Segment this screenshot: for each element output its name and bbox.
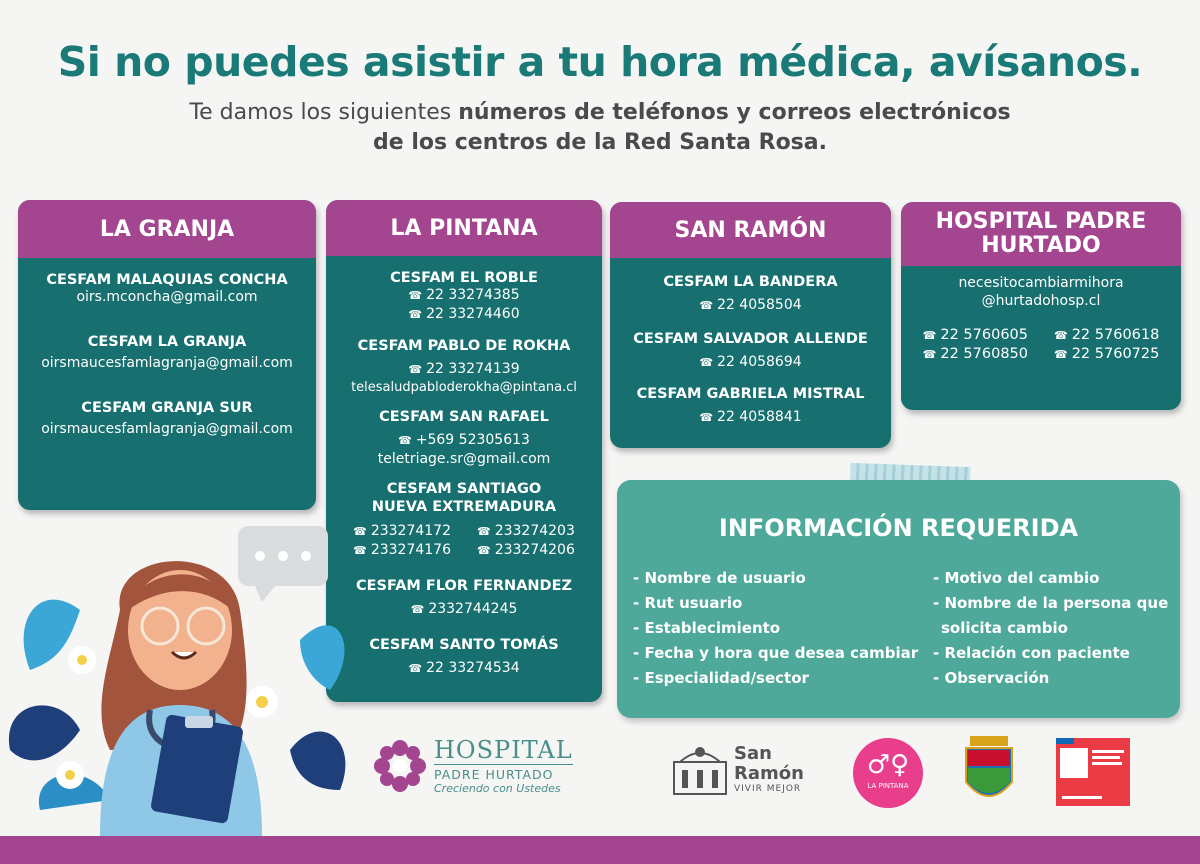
- hospital-logo-text: [434, 736, 573, 795]
- card-la-granja: [18, 200, 316, 510]
- subtitle-line1b: números de teléfonos y correos electrónicos: [458, 100, 1011, 125]
- center-name: CESFAM SAN RAFAEL: [379, 409, 549, 425]
- center-phone[interactable]: ☎ 2332744245: [326, 600, 602, 619]
- info-item: - Nombre de usuario: [633, 569, 806, 587]
- san-ramon-logo-line2: Ramón: [734, 763, 804, 784]
- la-pintana-logo-text: LA PINTANA: [867, 782, 909, 790]
- hospital-logo-line2: PADRE HURTADO: [434, 764, 573, 782]
- center-name: CESFAM FLOR FERNANDEZ: [355, 578, 573, 594]
- info-item: - Fecha y hora que desea cambiar: [633, 644, 919, 662]
- hospital-phone[interactable]: ☎ 22 5760605: [923, 326, 1028, 345]
- center-email[interactable]: oirsmaucesfamlagranja@gmail.com: [41, 355, 293, 371]
- hospital-logo-line3: Creciendo con Ustedes: [434, 782, 561, 795]
- center-phones-grid: [326, 522, 602, 560]
- san-ramon-logo-line1: San: [734, 743, 772, 764]
- center-name: CESFAM GABRIELA MISTRAL: [636, 386, 865, 402]
- info-item: - Motivo del cambio: [933, 569, 1100, 587]
- card-head-hospital: HOSPITAL PADRE HURTADO: [901, 202, 1181, 266]
- info-item: - Establecimiento: [633, 619, 781, 637]
- center-name: CESFAM SANTIAGO NUEVA EXTREMADURA: [371, 481, 557, 515]
- hospital-phone[interactable]: ☎ 22 5760725: [1054, 345, 1159, 364]
- center-phone[interactable]: ☎ 22 4058504: [610, 296, 891, 315]
- la-pintana-logo-icon: ♂♀: [866, 750, 910, 780]
- center-name: CESFAM SALVADOR ALLENDE: [633, 331, 868, 347]
- center-phone[interactable]: ☎ 22 33274139: [326, 360, 602, 379]
- la-pintana-logo: [853, 738, 923, 808]
- card-san-ramon: [610, 202, 891, 448]
- hospital-email-line1[interactable]: necesitocambiarmihora: [958, 275, 1124, 291]
- card-hospital-padre-hurtado: [901, 202, 1181, 410]
- gobierno-de-chile-logo: [1056, 738, 1130, 806]
- center-name: CESFAM PABLO DE ROKHA: [357, 338, 571, 354]
- info-item: - Observación: [933, 669, 1050, 687]
- center-phone[interactable]: ☎ 233274206: [477, 541, 575, 560]
- center-phone[interactable]: ☎ 22 4058694: [610, 353, 891, 372]
- center-phone[interactable]: ☎ 233274176: [353, 541, 451, 560]
- center-name: CESFAM EL ROBLE: [390, 270, 538, 286]
- hospital-phone[interactable]: ☎ 22 5760618: [1054, 326, 1159, 345]
- center-name: CESFAM LA BANDERA: [663, 274, 838, 290]
- center-email[interactable]: oirs.mconcha@gmail.com: [76, 289, 258, 305]
- required-info-list-left: [633, 566, 933, 691]
- san-ramon-logo-line3: VIVIR MEJOR: [734, 784, 802, 794]
- center-phone[interactable]: ☎ 22 33274385: [326, 286, 602, 305]
- hospital-flower-icon: [372, 738, 428, 794]
- nurse-illustration: [0, 520, 360, 836]
- card-head-san-ramon: SAN RAMÓN: [610, 202, 891, 258]
- subtitle-line2: de los centros de la Red Santa Rosa.: [373, 130, 827, 155]
- info-item: - Nombre de la persona que: [933, 594, 1169, 612]
- hospital-logo-line1: HOSPITAL: [434, 736, 573, 764]
- center-email[interactable]: oirsmaucesfamlagranja@gmail.com: [41, 421, 293, 437]
- footer-bar: [0, 836, 1200, 864]
- page-subtitle: [0, 98, 1200, 158]
- subtitle-line1a: Te damos los siguientes: [189, 100, 459, 125]
- center-phone[interactable]: ☎ 233274172: [353, 522, 451, 541]
- center-name: CESFAM LA GRANJA: [87, 334, 247, 350]
- info-item: solicita cambio: [941, 619, 1068, 637]
- required-info-title: INFORMACIÓN REQUERIDA: [718, 514, 1079, 542]
- hospital-email-line2[interactable]: @hurtadohosp.cl: [981, 293, 1101, 309]
- required-info-panel: [617, 480, 1180, 718]
- card-la-pintana: [326, 200, 602, 702]
- required-info-list-right: [933, 566, 1168, 691]
- center-name: CESFAM MALAQUIAS CONCHA: [46, 272, 288, 288]
- center-phone[interactable]: ☎ 22 4058841: [610, 408, 891, 427]
- center-name: CESFAM GRANJA SUR: [81, 400, 253, 416]
- la-granja-coat-of-arms-icon: [962, 734, 1016, 810]
- center-name: CESFAM SANTO TOMÁS: [369, 637, 559, 653]
- center-phone[interactable]: ☎ 22 33274534: [326, 659, 602, 678]
- hospital-phone[interactable]: ☎ 22 5760850: [923, 345, 1028, 364]
- center-email[interactable]: telesaludpabloderokha@pintana.cl: [351, 380, 577, 395]
- hospital-phones-grid: [901, 326, 1181, 364]
- san-ramon-logo-text: [734, 744, 804, 794]
- info-item: - Relación con paciente: [933, 644, 1130, 662]
- info-item: - Especialidad/sector: [633, 669, 809, 687]
- page-title: Si no puedes asistir a tu hora médica, avísanos.: [57, 38, 1143, 86]
- info-item: - Rut usuario: [633, 594, 743, 612]
- center-phone[interactable]: ☎ 233274203: [477, 522, 575, 541]
- card-head-la-pintana: LA PINTANA: [326, 200, 602, 256]
- center-phone[interactable]: ☎ 22 33274460: [326, 305, 602, 324]
- san-ramon-building-icon: [672, 744, 728, 796]
- center-phone[interactable]: ☎ +569 52305613: [326, 431, 602, 450]
- card-head-la-granja: LA GRANJA: [18, 200, 316, 258]
- center-email[interactable]: teletriage.sr@gmail.com: [377, 451, 551, 467]
